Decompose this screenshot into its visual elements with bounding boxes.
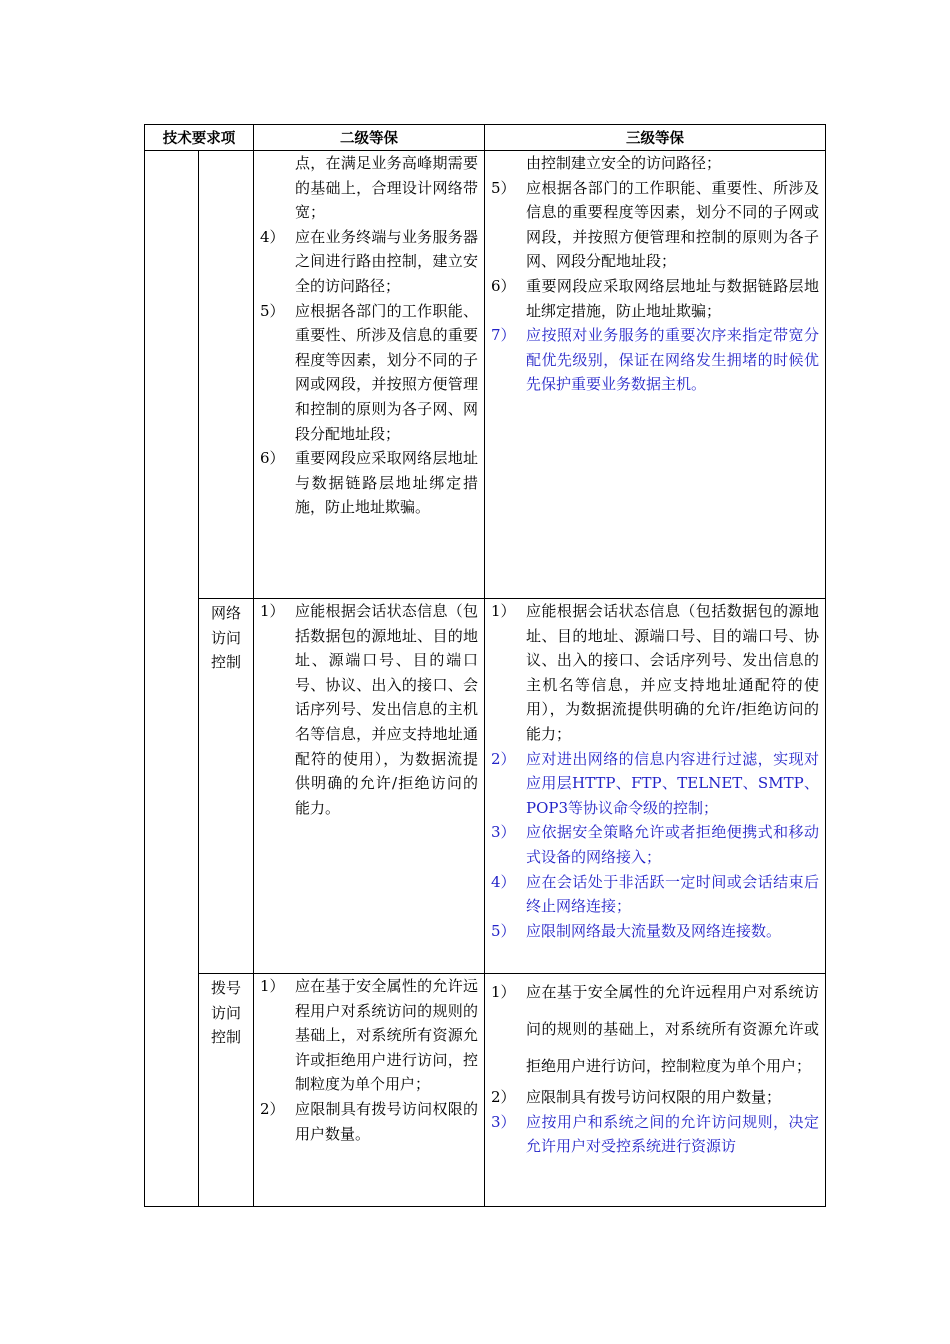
level3-cell xyxy=(485,599,826,974)
sub-item-label: 拨号 访问 控制 xyxy=(210,979,241,1047)
item-number: 4） xyxy=(260,227,285,246)
item-number: 2） xyxy=(260,1099,285,1118)
item-text: 应在业务终端与业务服务器之间进行路由控制，建立安全的访问路径； xyxy=(295,227,478,295)
list-item xyxy=(260,151,478,225)
item-number: 3） xyxy=(491,1112,516,1131)
list-item xyxy=(491,1085,819,1110)
item-text: 应依据安全策略允许或者拒绝便携式和移动式设备的网络接入； xyxy=(526,823,819,866)
table-row xyxy=(145,151,826,599)
table-row xyxy=(145,599,826,974)
item-number: 1） xyxy=(491,602,516,620)
item-number: 6） xyxy=(491,276,516,295)
item-number: 1） xyxy=(260,602,285,620)
item-number: 1） xyxy=(491,983,516,1001)
item-text: 应按用户和系统之间的允许访问规则，决定允许用户对受控系统进行资源访 xyxy=(526,1112,819,1156)
level3-cell xyxy=(485,151,826,599)
list-item xyxy=(491,151,819,176)
list-item xyxy=(491,820,819,869)
sub-item-cell xyxy=(199,974,254,1207)
item-number: 5） xyxy=(491,178,516,197)
item-text: 应对进出网络的信息内容进行过滤，实现对应用层HTTP、FTP、TELNET、SMTP、POP3等协议命令级的控制； xyxy=(526,749,819,817)
list-item xyxy=(491,1110,819,1159)
list-item xyxy=(260,1097,478,1146)
item-text: 应根据各部门的工作职能、重要性、所涉及信息的重要程度等因素，划分不同的子网或网段，并按照方便管理和控制的原则为各子网、网段分配地址段； xyxy=(295,301,478,443)
sub-item-label: 网络 访问 控制 xyxy=(210,604,241,672)
item-number: 5） xyxy=(491,921,516,940)
list-item xyxy=(491,323,819,397)
item-number xyxy=(491,151,526,176)
table-row xyxy=(145,974,826,1207)
requirements-table xyxy=(144,124,826,1207)
header-level2: 二级等保 xyxy=(254,125,485,151)
list-item xyxy=(491,974,819,1085)
item-number: 1） xyxy=(260,977,285,995)
item-text: 应限制网络最大流量数及网络连接数。 xyxy=(526,921,782,940)
level2-cell xyxy=(254,974,485,1207)
item-text: 应在基于安全属性的允许远程用户对系统访问的规则的基础上，对系统所有资源允许或拒绝用户进行访问，控制粒度为单个用户； xyxy=(526,983,819,1075)
item-text: 应在基于安全属性的允许远程用户对系统访问的规则的基础上，对系统所有资源允许或拒绝用户进行访问，控制粒度为单个用户； xyxy=(295,977,478,1094)
item-number: 7） xyxy=(491,326,516,345)
item-text: 应根据各部门的工作职能、重要性、所涉及信息的重要程度等因素，划分不同的子网或网段，并按照方便管理和控制的原则为各子网、网段分配地址段； xyxy=(526,178,819,271)
level3-cell xyxy=(485,974,826,1207)
list-item xyxy=(260,974,478,1097)
header-level3: 三级等保 xyxy=(485,125,826,151)
item-text: 应限制具有拨号访问权限的用户数量； xyxy=(526,1088,782,1106)
item-text: 重要网段应采取网络层地址与数据链路层地址绑定措施，防止地址欺骗。 xyxy=(295,449,478,517)
list-item xyxy=(260,299,478,447)
item-text: 应能根据会话状态信息（包括数据包的源地址、目的地址、源端口号、目的端口号、协议、出入的接口、会话序列号、发出信息的主机名等信息，并应支持地址通配符的使用），为数据流提供明确的允许/拒绝访问的能力； xyxy=(526,602,819,743)
item-number xyxy=(260,151,295,225)
item-number: 6） xyxy=(260,449,285,468)
list-item xyxy=(260,446,478,520)
list-item xyxy=(491,176,819,274)
list-item xyxy=(491,870,819,919)
item-number: 2） xyxy=(491,1088,516,1106)
list-item xyxy=(491,274,819,323)
header-item: 技术要求项 xyxy=(145,125,254,151)
item-text: 重要网段应采取网络层地址与数据链路层地址绑定措施，防止地址欺骗； xyxy=(526,276,819,320)
item-text: 应按照对业务服务的重要次序来指定带宽分配优先级别，保证在网络发生拥堵的时候优先保护重要业务数据主机。 xyxy=(526,326,819,394)
item-text: 应在会话处于非活跃一定时间或会话结束后终止网络连接； xyxy=(526,872,819,916)
sub-item-cell xyxy=(199,151,254,599)
item-number: 2） xyxy=(491,749,516,768)
item-text: 点，在满足业务高峰期需要的基础上，合理设计网络带宽； xyxy=(295,154,478,222)
list-item xyxy=(260,599,478,820)
list-item xyxy=(491,919,819,944)
item-number: 3） xyxy=(491,823,516,842)
list-item xyxy=(491,747,819,821)
item-number: 4） xyxy=(491,872,516,891)
item-text: 由控制建立安全的访问路径； xyxy=(526,154,722,172)
level2-cell xyxy=(254,599,485,974)
category-cell xyxy=(145,151,199,1207)
header-row xyxy=(145,125,826,151)
list-item xyxy=(260,225,478,299)
sub-item-cell xyxy=(199,599,254,974)
item-number: 5） xyxy=(260,301,285,320)
item-text: 应限制具有拨号访问权限的用户数量。 xyxy=(295,1099,478,1143)
item-text: 应能根据会话状态信息（包括数据包的源地址、目的地址、源端口号、目的端口号、协议、出入的接口、会话序列号、发出信息的主机名等信息，并应支持地址通配符的使用），为数据流提供明确的允许/拒绝访问的能力。 xyxy=(295,602,478,817)
level2-cell xyxy=(254,151,485,599)
list-item xyxy=(491,599,819,747)
